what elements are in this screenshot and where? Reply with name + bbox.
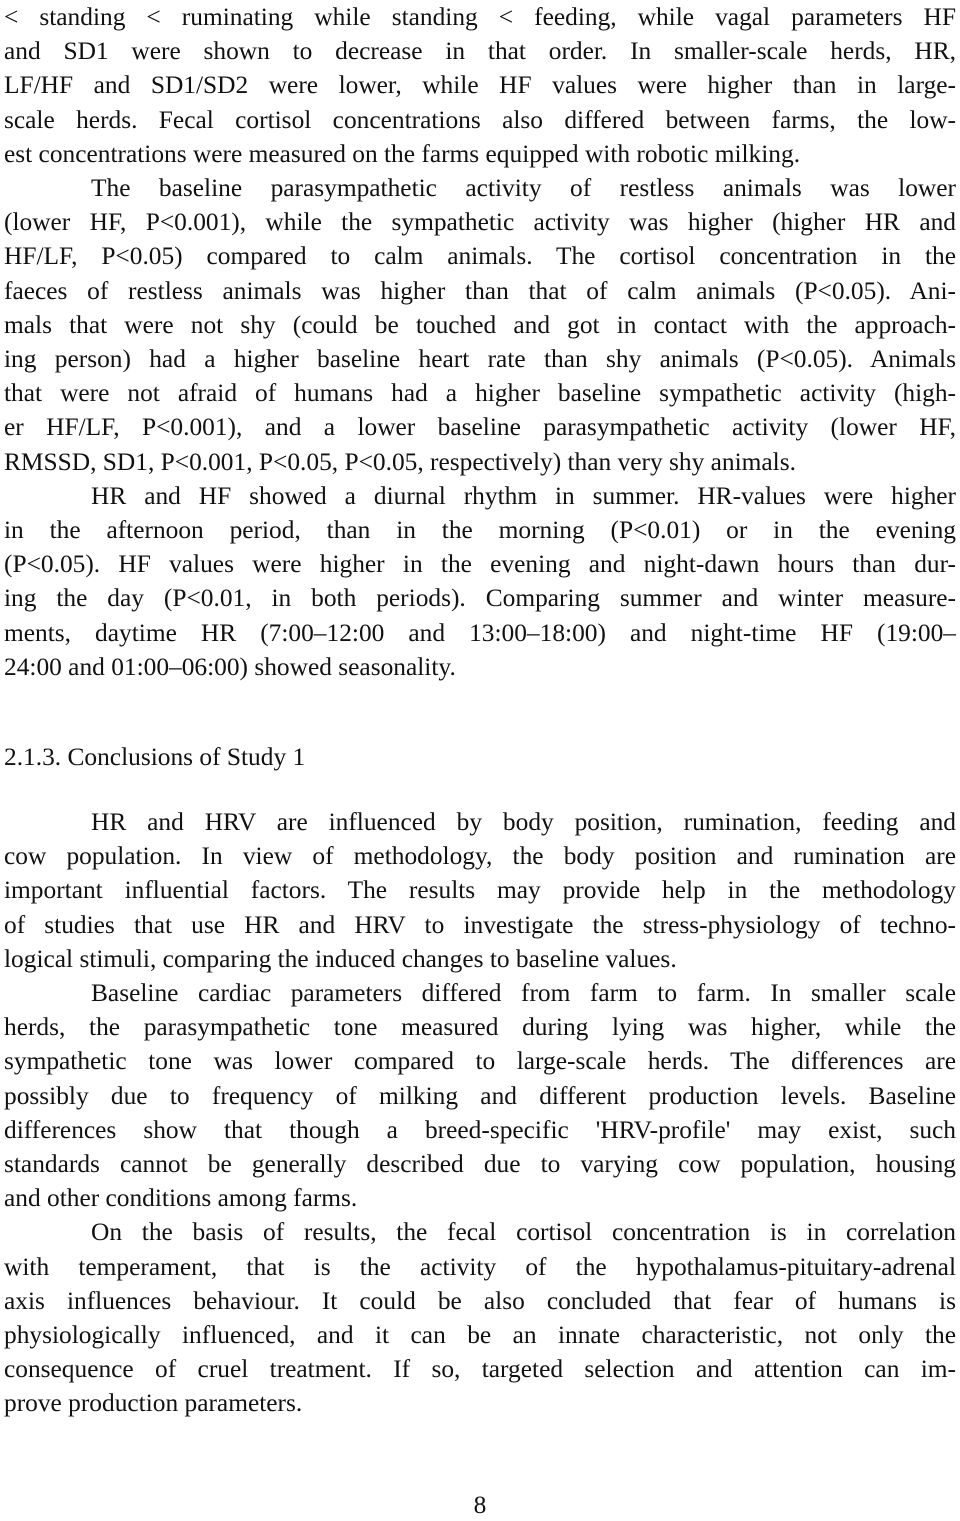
text-line: Baseline cardiac parameters differed from farm to farm. In smaller scale (91, 979, 956, 1008)
text-line: prove production parameters. (4, 1389, 303, 1418)
text-line: (lower HF, P<0.001), while the sympathetic activity was higher (higher HR and (4, 208, 956, 237)
text-line: The baseline parasympathetic activity of restless animals was lower (91, 174, 956, 203)
text-line: that were not afraid of humans had a higher baseline sympathetic activity (high- (4, 379, 956, 408)
text-line: standards cannot be generally described due to varying cow population, housing (4, 1150, 956, 1179)
text-line: herds, the parasympathetic tone measured during lying was higher, while the (4, 1013, 956, 1042)
text-line: logical stimuli, comparing the induced changes to baseline values. (4, 944, 677, 973)
text-line: (P<0.05). HF values were higher in the evening and night-dawn hours than dur- (4, 550, 956, 579)
text-line: LF/HF and SD1/SD2 were lower, while HF values were higher than in large- (4, 71, 956, 100)
text-line: RMSSD, SD1, P<0.001, P<0.05, P<0.05, respectively) than very shy animals. (4, 447, 796, 476)
results-text-block (4, 0, 956, 684)
text-line: cow population. In view of methodology, the body position and rumination are (4, 842, 956, 871)
text-line: and SD1 were shown to decrease in that order. In smaller-scale herds, HR, (4, 37, 956, 66)
text-line: < standing < ruminating while standing < feeding, while vagal parameters HF (4, 3, 956, 31)
text-line: differences show that though a breed-specific 'HRV-profile' may exist, such (4, 1115, 956, 1144)
text-line: possibly due to frequency of milking and different production levels. Baseline (4, 1081, 956, 1110)
text-line: On the basis of results, the fecal cortisol concentration is in correlation (91, 1218, 956, 1247)
text-line: axis influences behaviour. It could be also concluded that fear of humans is (4, 1286, 956, 1315)
text-line: important influential factors. The results may provide help in the methodology (4, 876, 956, 905)
text-line: 24:00 and 01:00–06:00) showed seasonality. (4, 652, 456, 681)
text-line: er HF/LF, P<0.001), and a lower baseline parasympathetic activity (lower HF, (4, 413, 956, 442)
text-line: of studies that use HR and HRV to investigate the stress-physiology of techno- (4, 910, 956, 939)
text-line: ing person) had a higher baseline heart rate than shy animals (P<0.05). Animals (4, 345, 956, 374)
text-line: scale herds. Fecal cortisol concentrations also differed between farms, the low- (4, 105, 956, 134)
text-line: est concentrations were measured on the farms equipped with robotic milking. (4, 139, 801, 168)
text-line: ments, daytime HR (7:00–12:00 and 13:00–18:00) and night-time HF (19:00– (4, 618, 956, 647)
text-line: ing the day (P<0.01, in both periods). Comparing summer and winter measure- (4, 584, 956, 613)
text-line: HF/LF, P<0.05) compared to calm animals. The cortisol concentration in the (4, 242, 956, 271)
text-line: HR and HRV are influenced by body position, rumination, feeding and (91, 808, 956, 836)
text-line: with temperament, that is the activity of the hypothalamus-pituitary-adrenal (4, 1252, 956, 1281)
text-line: faeces of restless animals was higher than that of calm animals (P<0.05). Ani- (4, 276, 956, 305)
text-line: mals that were not shy (could be touched and got in contact with the approach- (4, 310, 956, 339)
page-number: 8 (473, 1491, 487, 1519)
text-line: consequence of cruel treatment. If so, targeted selection and attention can im- (4, 1355, 956, 1384)
text-line: physiologically influenced, and it can be an innate characteristic, not only the (4, 1321, 956, 1350)
text-line: and other conditions among farms. (4, 1184, 358, 1213)
section-heading: 2.1.3. Conclusions of Study 1 (4, 743, 306, 771)
conclusions-text-block (4, 805, 956, 1421)
text-line: in the afternoon period, than in the morning (P<0.01) or in the evening (4, 516, 956, 545)
text-line: sympathetic tone was lower compared to large-scale herds. The differences are (4, 1047, 956, 1076)
text-line: HR and HF showed a diurnal rhythm in summer. HR-values were higher (91, 481, 956, 510)
